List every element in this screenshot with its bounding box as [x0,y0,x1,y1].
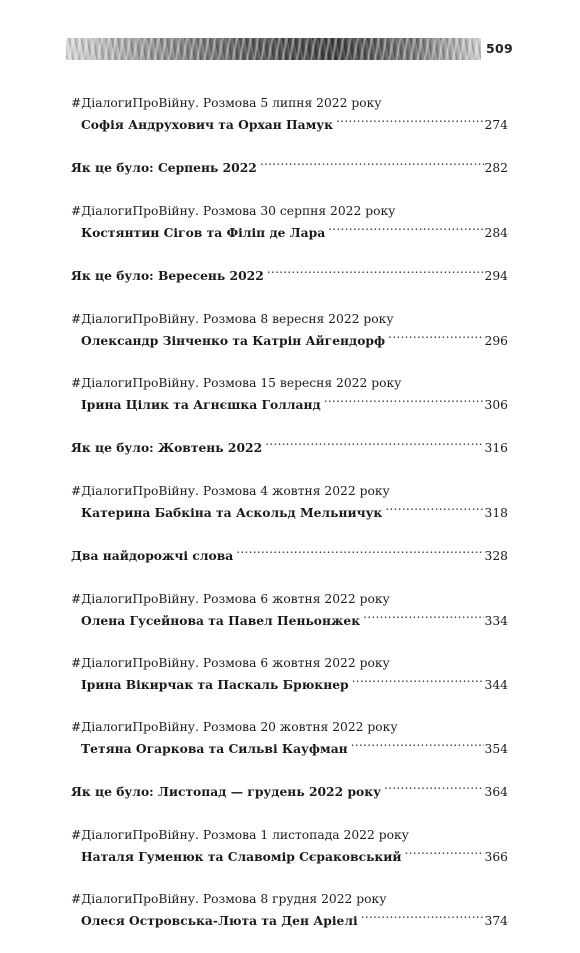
toc-entry [71,265,508,287]
toc-entry-title: Ірина Вікирчак та Паскаль Брюкнер [81,677,349,692]
toc-entry-page: 364 [484,785,508,799]
leader-dots [236,546,483,560]
leader-dots [385,503,483,517]
toc-entry-subheading: #ДіалогиПроВійну. Розмова 6 жовтня 2022 року [71,656,390,670]
toc-entry-line[interactable] [71,222,508,244]
leader-dots [336,115,483,129]
toc-entry-line[interactable] [71,910,508,932]
toc-entry-page: 318 [484,506,508,520]
toc-entry-line[interactable] [71,394,508,416]
toc-entry-page: 366 [484,850,508,864]
toc-entry-title: Софія Андрухович та Орхан Памук [81,117,334,132]
toc-entry [71,373,508,416]
leader-dots [265,438,483,452]
toc-entry [71,481,508,524]
toc-entry-page: 344 [484,678,508,692]
toc-entry-page: 354 [484,742,508,756]
toc-entry-title: Олена Гусейнова та Павел Пеньонжек [81,613,361,628]
toc-entry [71,653,508,696]
toc-entry-page: 284 [484,226,508,240]
toc-entry-page: 334 [484,614,508,628]
toc-entry-subheading: #ДіалогиПроВійну. Розмова 1 листопада 2022 року [71,828,409,842]
toc-entry-page: 328 [484,549,508,563]
page-number: 509 [486,41,513,56]
toc-entry-title: Тетяна Огаркова та Сильві Кауфман [81,741,348,756]
toc-entry-line[interactable] [71,610,508,632]
toc-entry-subheading: #ДіалогиПроВійну. Розмова 8 грудня 2022 року [71,892,387,906]
toc-entry-subheading: #ДіалогиПроВійну. Розмова 5 липня 2022 року [71,96,382,110]
toc-entry-line[interactable] [71,738,508,760]
toc-entry [71,437,508,459]
toc-entry-line[interactable] [71,157,508,179]
leader-dots [388,331,483,345]
toc-entry-subheading: #ДіалогиПроВійну. Розмова 30 серпня 2022 року [71,204,396,218]
toc-entry [71,93,508,136]
toc-entry-subheading: #ДіалогиПроВійну. Розмова 4 жовтня 2022 року [71,484,390,498]
toc-entry-page: 374 [484,914,508,928]
toc-entry-title: Як це було: Жовтень 2022 [71,440,263,455]
toc-entry [71,589,508,632]
table-of-contents [71,93,508,953]
toc-entry-line[interactable] [71,674,508,696]
toc-entry-line[interactable] [71,437,508,459]
toc-entry-line[interactable] [71,265,508,287]
leader-dots [351,739,484,753]
toc-entry-title: Два найдорожчі слова [71,548,234,563]
toc-entry [71,825,508,868]
toc-entry-page: 294 [484,269,508,283]
toc-entry [71,309,508,352]
leader-dots [324,395,484,409]
toc-entry [71,545,508,567]
leader-dots [260,158,484,172]
toc-entry-title: Як це було: Вересень 2022 [71,268,264,283]
toc-entry-subheading: #ДіалогиПроВійну. Розмова 8 вересня 2022 року [71,312,394,326]
toc-entry-page: 274 [484,118,508,132]
toc-entry-subheading: #ДіалогиПроВійну. Розмова 15 вересня 2022 року [71,376,402,390]
header-decorative-band [66,38,481,60]
toc-entry-page: 282 [484,161,508,175]
leader-dots [361,911,484,925]
toc-entry [71,201,508,244]
toc-entry-title: Костянтин Сігов та Філіп де Лара [81,225,326,240]
toc-entry-line[interactable] [71,846,508,868]
leader-dots [328,223,483,237]
toc-entry-line[interactable] [71,114,508,136]
toc-entry-line[interactable] [71,502,508,524]
toc-entry-title: Як це було: Листопад — грудень 2022 року [71,784,381,799]
toc-entry-page: 296 [484,334,508,348]
toc-entry [71,717,508,760]
toc-entry-title: Олександр Зінченко та Катрін Айгендорф [81,333,386,348]
leader-dots [405,847,484,861]
toc-entry-title: Олеся Островська-Люта та Ден Аріелі [81,913,358,928]
toc-entry-subheading: #ДіалогиПроВійну. Розмова 6 жовтня 2022 року [71,592,390,606]
toc-entry-line[interactable] [71,330,508,352]
toc-entry [71,157,508,179]
toc-entry-page: 316 [484,441,508,455]
toc-entry [71,889,508,932]
toc-entry-title: Ірина Цілик та Агнєшка Голланд [81,397,321,412]
toc-entry-page: 306 [484,398,508,412]
leader-dots [352,675,484,689]
toc-entry-title: Як це було: Серпень 2022 [71,160,257,175]
toc-entry-subheading: #ДіалогиПроВійну. Розмова 20 жовтня 2022 року [71,720,398,734]
toc-entry-title: Наталя Гуменюк та Славомір Сєраковський [81,849,402,864]
leader-dots [384,782,484,796]
toc-entry-line[interactable] [71,545,508,567]
leader-dots [363,611,483,625]
leader-dots [267,266,484,280]
toc-entry-title: Катерина Бабкіна та Аскольд Мельничук [81,505,383,520]
